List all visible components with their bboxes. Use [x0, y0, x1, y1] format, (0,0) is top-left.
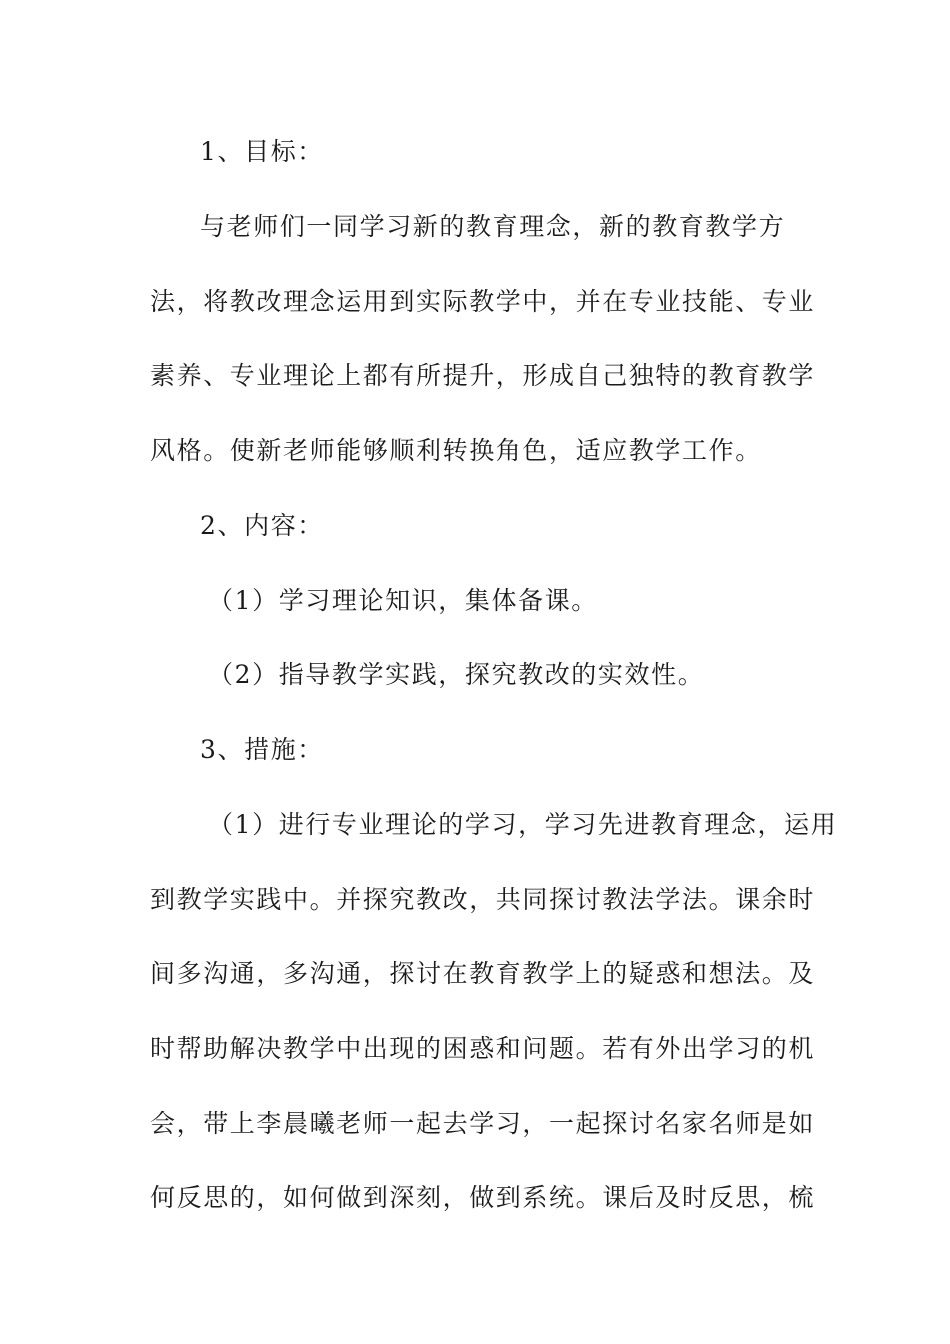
paragraph-line: 与老师们一同学习新的教育理念，新的教育教学方	[200, 212, 786, 241]
list-item: （1）学习理论知识，集体备课。	[208, 586, 598, 615]
heading-measures: 3、措施：	[200, 735, 324, 764]
paragraph-line: 风格。使新老师能够顺利转换角色，适应教学工作。	[150, 436, 762, 465]
paragraph-line: 何反思的，如何做到深刻，做到系统。课后及时反思，梳	[150, 1183, 816, 1212]
paragraph-line: 间多沟通，多沟通，探讨在教育教学上的疑惑和想法。及	[150, 959, 816, 988]
paragraph-line: 素养、专业理论上都有所提升，形成自己独特的教育教学	[150, 361, 816, 390]
heading-content: 2、内容：	[200, 511, 324, 540]
list-item: （2）指导教学实践，探究教改的实效性。	[208, 660, 705, 689]
list-item: （1）进行专业理论的学习，学习先进教育理念，运用	[208, 810, 838, 839]
heading-goal: 1、目标：	[200, 137, 324, 166]
paragraph-line: 到教学实践中。并探究教改，共同探讨教法学法。课余时	[150, 885, 816, 914]
paragraph-line: 时帮助解决教学中出现的困惑和问题。若有外出学习的机	[150, 1034, 816, 1063]
paragraph-line: 法，将教改理念运用到实际教学中，并在专业技能、专业	[150, 287, 816, 316]
paragraph-line: 会，带上李晨曦老师一起去学习，一起探讨名家名师是如	[150, 1109, 816, 1138]
